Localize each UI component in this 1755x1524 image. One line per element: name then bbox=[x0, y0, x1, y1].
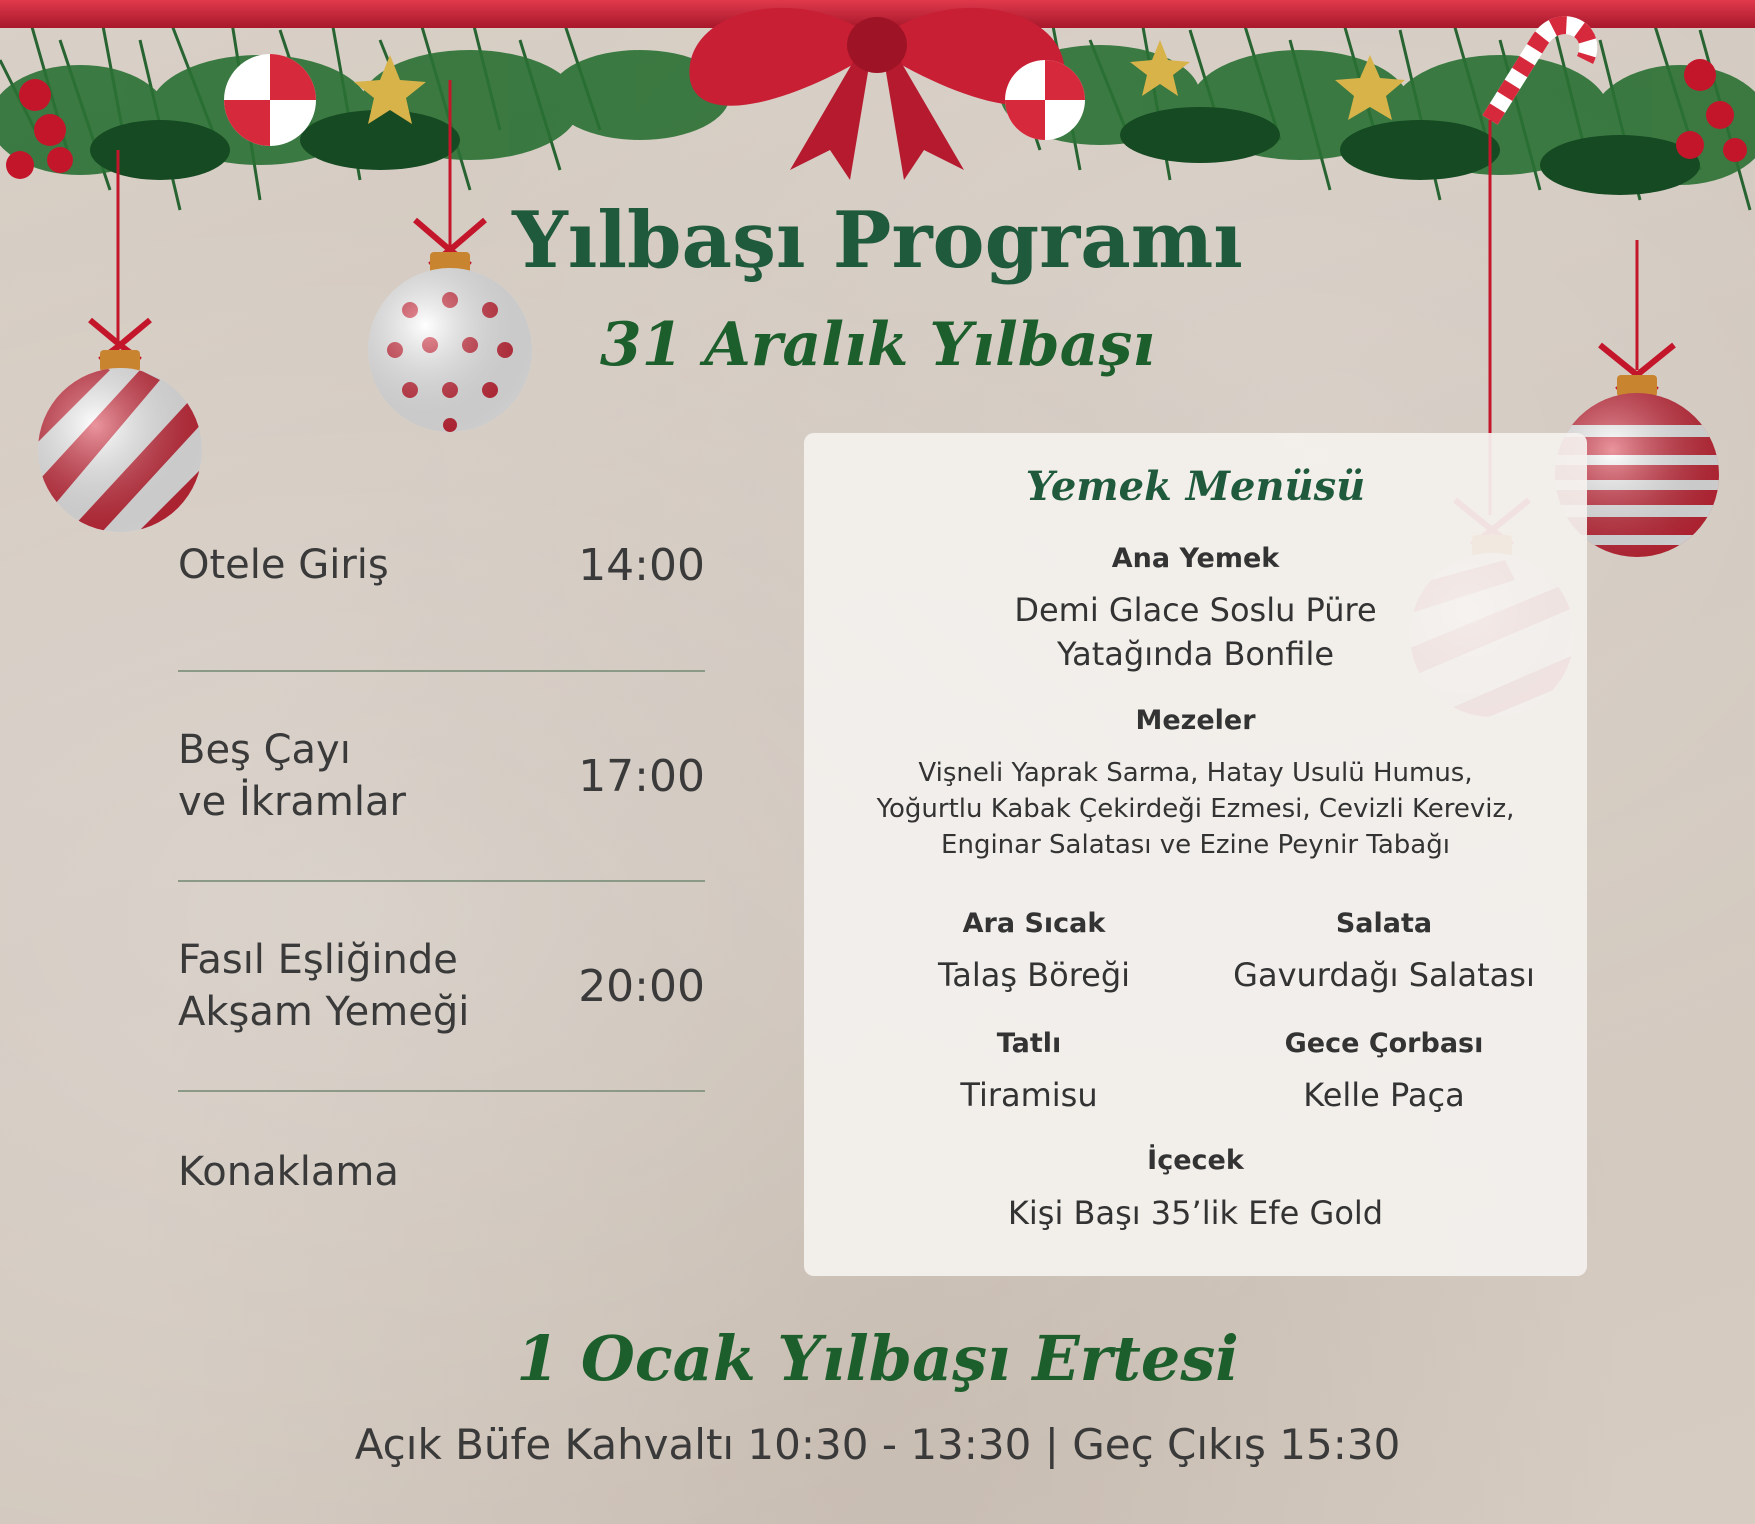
drink-text: Kişi Başı 35’lik Efe Gold bbox=[1007, 1194, 1384, 1232]
schedule-row bbox=[178, 520, 705, 610]
night-soup-heading: Gece Çorbası bbox=[1284, 1028, 1484, 1059]
main-course-text: Demi Glace Soslu Püre Yatağında Bonfile bbox=[1014, 591, 1377, 673]
schedule-row bbox=[178, 882, 705, 1090]
appetizers-text: Vişneli Yaprak Sarma, Hatay Usulü Humus, Yoğurtlu Kabak Çekirdeği Ezmesi, Cevizli Kereviz, Enginar Salatası ve Ezine Peynir Tabağı bbox=[876, 758, 1515, 860]
schedule-label: Beş Çayı ve İkramlar bbox=[178, 727, 406, 825]
appetizers-heading: Mezeler bbox=[1135, 705, 1256, 736]
schedule bbox=[178, 520, 705, 1252]
night-soup-text: Kelle Paça bbox=[1303, 1076, 1465, 1114]
footer-text: Açık Büfe Kahvaltı 10:30 - 13:30 | Geç Çıkış 15:30 bbox=[354, 1420, 1401, 1469]
schedule-time: 20:00 bbox=[578, 960, 705, 1012]
schedule-row bbox=[178, 672, 705, 880]
schedule-time: 14:00 bbox=[578, 539, 705, 591]
salad-text: Gavurdağı Salatası bbox=[1233, 956, 1535, 994]
hot-starter-text: Talaş Böreği bbox=[937, 956, 1131, 994]
salad-heading: Salata bbox=[1335, 908, 1433, 939]
schedule-label: Fasıl Eşliğinde Akşam Yemeği bbox=[178, 937, 470, 1035]
page-subtitle: 31 Aralık Yılbaşı bbox=[599, 310, 1156, 380]
menu-title: Yemek Menüsü bbox=[1025, 463, 1366, 510]
schedule-label: Otele Giriş bbox=[178, 542, 389, 588]
menu-card bbox=[804, 433, 1587, 1276]
drink-heading: İçecek bbox=[1147, 1145, 1244, 1176]
hot-starter-heading: Ara Sıcak bbox=[962, 908, 1106, 939]
dessert-text: Tiramisu bbox=[960, 1076, 1098, 1114]
main-course-heading: Ana Yemek bbox=[1111, 543, 1280, 574]
schedule-label: Konaklama bbox=[178, 1149, 399, 1195]
schedule-row bbox=[178, 1092, 705, 1252]
footer-title: 1 Ocak Yılbaşı Ertesi bbox=[516, 1322, 1239, 1395]
page-title: Yılbaşı Programı bbox=[512, 195, 1243, 286]
schedule-time: 17:00 bbox=[578, 750, 705, 802]
dessert-heading: Tatlı bbox=[996, 1028, 1062, 1059]
